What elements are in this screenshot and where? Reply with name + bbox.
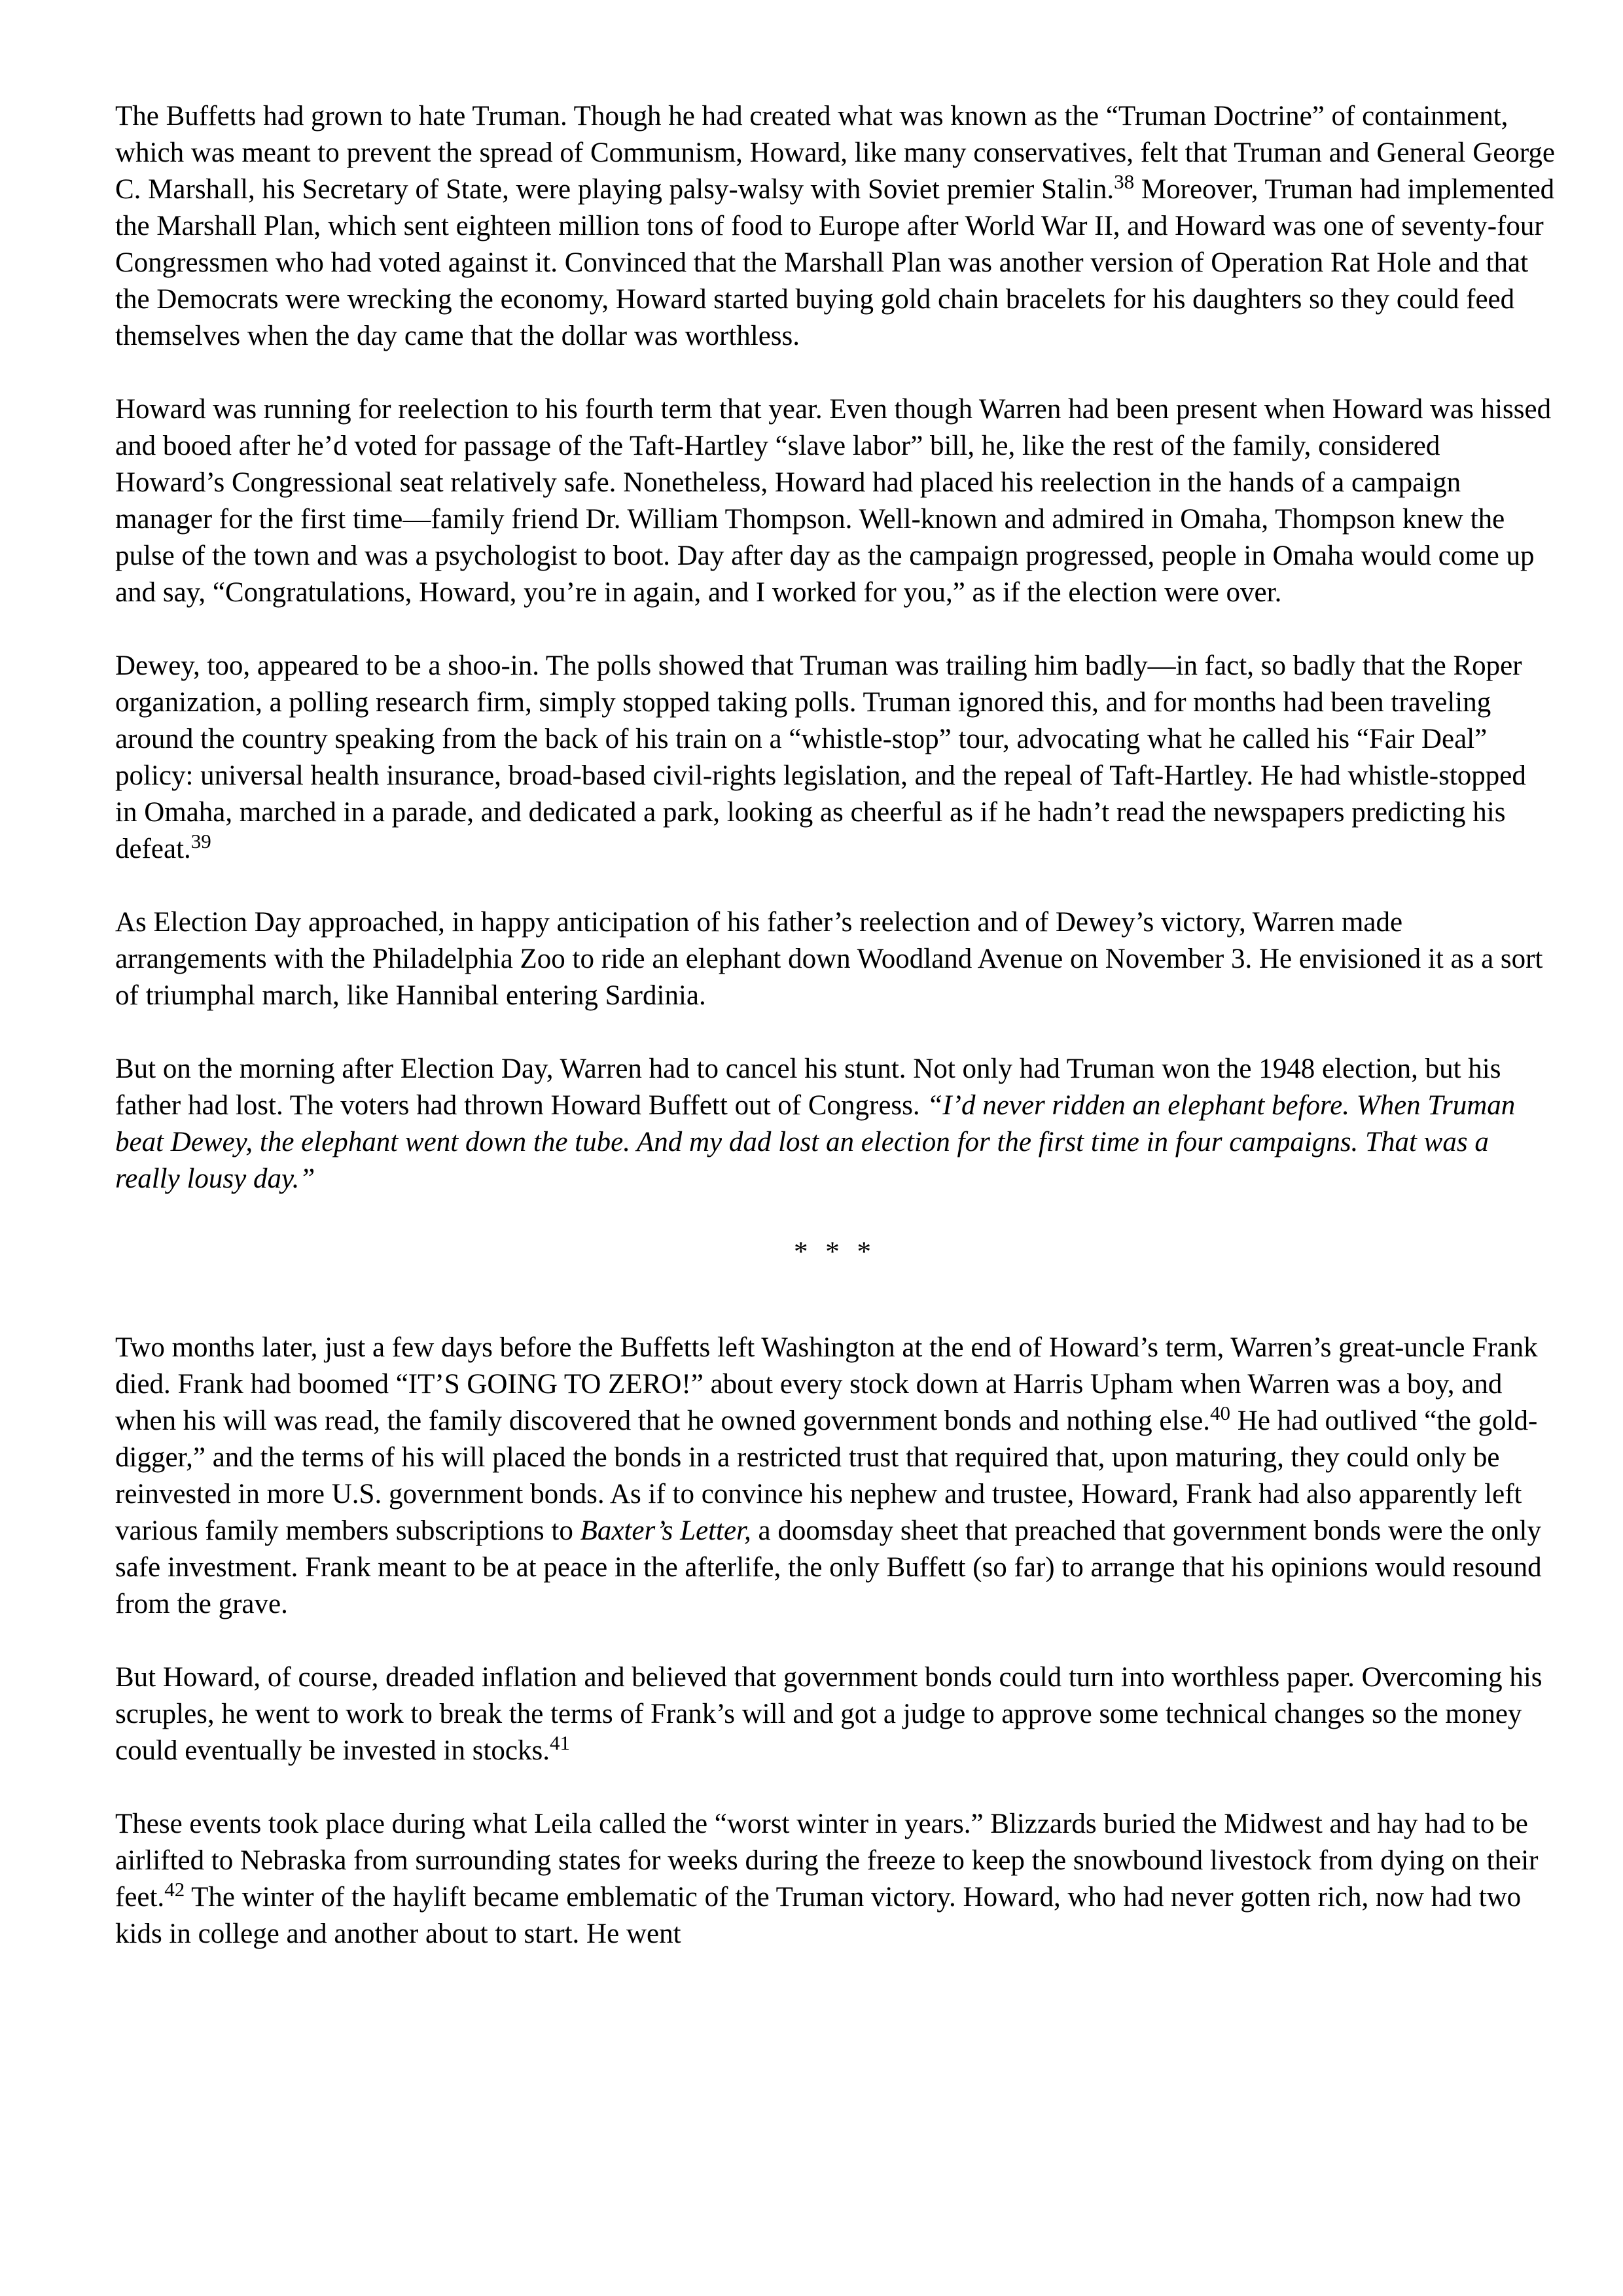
footnote-38[interactable]: 38 [1114,170,1135,193]
paragraph-5 [115,1051,1555,1197]
paragraph-3 [115,648,1555,868]
paragraph-6 [115,1330,1555,1623]
paragraph-1-text-b: Moreover, Truman had implemented the Marshall Plan, which sent eighteen million tons of food to Europe after World War II, and Howard was one of seventy-four Congressmen who had voted against it. Convinced that the Marshall Plan was another version of Operation Rat Hole and that the Democrats were wrecking the economy, Howard started buying gold chain bracelets for his daughters so they could feed themselves when the day came that the dollar was worthless. [115,174,1555,351]
paragraph-2: Howard was running for reelection to his fourth term that year. Even though Warren had been present when Howard was hissed and booed after he’d voted for passage of the Taft-Hartley “slave labor” bill, he, like the rest of the family, considered Howard’s Congressional seat relatively safe. Nonetheless, Howard had placed his reelection in the hands of a campaign manager for the first time—family friend Dr. William Thompson. Well-known and admired in Omaha, Thompson knew the pulse of the town and was a psychologist to boot. Day after day as the campaign progressed, people in Omaha would come up and say, “Congratulations, Howard, you’re in again, and I worked for you,” as if the election were over. [115,394,1552,608]
paragraph-1 [115,98,1555,355]
paragraph-5-text: But on the morning after Election Day, Warren had to cancel his stunt. Not only had Truman won the 1948 election, but his father had lost. The voters had thrown Howard Buffett out of Congress. [115,1053,1501,1121]
baxters-letter-title: Baxter’s Letter, [580,1515,751,1546]
paragraph-6-text-a: Two months later, just a few days before the Buffetts left Washington at the end of Howard’s term, Warren’s great-uncle Frank died. Frank had boomed “IT’S GOING TO ZERO!” about every stock down at Harris Upham when Warren was a boy, and when his will was read, the family discovered that he owned government bonds and nothing else. [115,1332,1538,1436]
paragraph-8-text-a: These events took place during what Leila called the “worst winter in years.” Blizzards buried the Midwest and hay had to be airlifted to Nebraska from surrounding states for weeks during the freeze to keep the snowbound livestock from dying on their feet. [115,1809,1539,1913]
paragraph-7-text: But Howard, of course, dreaded inflation and believed that government bonds could turn into worthless paper. Overcoming his scruples, he went to work to break the terms of Frank’s will and got a judge to approve some technical changes so the money could eventually be invested in stocks. [115,1662,1543,1766]
warren-quote: “I’d never ridden an elephant before. When Truman beat Dewey, the elephant went down the tube. And my dad lost an election for the first time in four campaigns. That was a really lousy day.” [115,1090,1516,1194]
footnote-41[interactable]: 41 [549,1731,570,1754]
document-page [115,98,1555,1989]
paragraph-6-text-b: He had outlived “the gold-digger,” and the terms of his will placed the bonds in a restricted trust that required that, upon maturing, they could only be reinvested in more U.S. government bonds. As if to convince his nephew and trustee, Howard, Frank had also apparently left various family members subscriptions to [115,1405,1538,1546]
footnote-42[interactable]: 42 [164,1878,185,1901]
paragraph-3-text: Dewey, too, appeared to be a shoo-in. The polls showed that Truman was trailing him badly—in fact, so badly that the Roper organization, a polling research firm, simply stopped taking polls. Truman ignored this, and for months had been traveling around the country speaking from the back of his train on a “whistle-stop” tour, advocating what he called his “Fair Deal” policy: universal health insurance, broad-based civil-rights legislation, and the repeal of Taft-Hartley. He had whistle-stopped in Omaha, marched in a parade, and dedicated a park, looking as cheerful as if he hadn’t read the newspapers predicting his defeat. [115,650,1526,864]
paragraph-7 [115,1659,1555,1769]
paragraph-4: As Election Day approached, in happy anticipation of his father’s reelection and of Dewey’s victory, Warren made arrangements with the Philadelphia Zoo to ride an elephant down Woodland Avenue on November 3. He envisioned it as a sort of triumphal march, like Hannibal entering Sardinia. [115,907,1543,1011]
footnote-39[interactable]: 39 [190,830,211,853]
paragraph-8 [115,1806,1555,1952]
section-separator: * * * [794,1237,876,1267]
footnote-40[interactable]: 40 [1210,1402,1231,1424]
paragraph-1-text-a: The Buffetts had grown to hate Truman. Though he had created what was known as the “Truman Doctrine” of containment, which was meant to prevent the spread of Communism, Howard, like many conservatives, felt that Truman and General George C. Marshall, his Secretary of State, were playing palsy-walsy with Soviet premier Stalin. [115,101,1556,205]
paragraph-6-text-c: a doomsday sheet that preached that government bonds were the only safe investment. Frank meant to be at peace in the afterlife, the only Buffett (so far) to arrange that his opinions would resound from the grave. [115,1515,1542,1619]
paragraph-8-text-b: The winter of the haylift became emblematic of the Truman victory. Howard, who had never gotten rich, now had two kids in college and another about to start. He went [115,1882,1522,1949]
